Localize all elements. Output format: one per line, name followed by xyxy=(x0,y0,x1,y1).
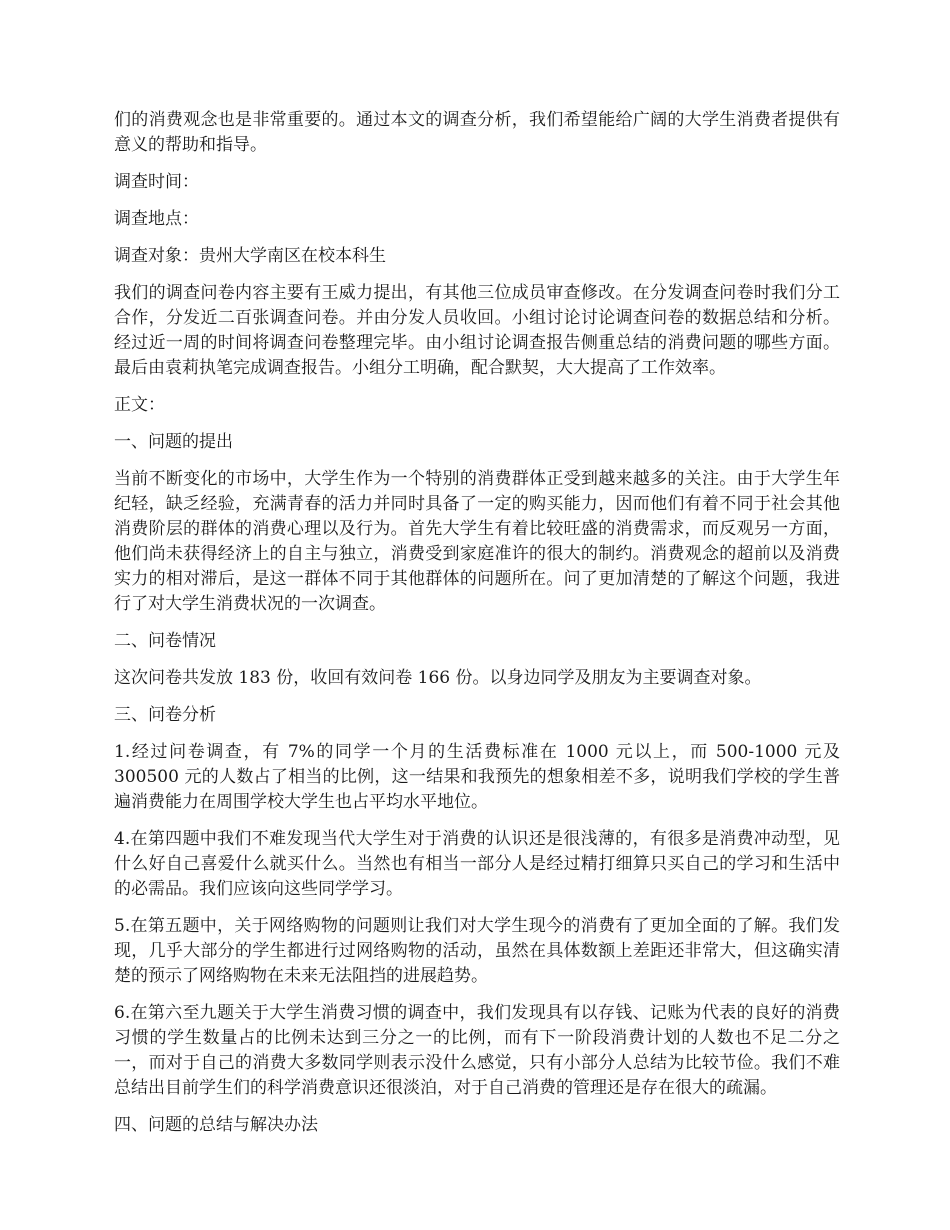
survey-location-label: 调查地点： xyxy=(114,209,199,229)
questionnaire-paragraph: 这次问卷共发放 183 份，收回有效问卷 166 份。以身边同学及朋友为主要调查对象。 xyxy=(114,668,762,688)
analysis-item-4: 4.在第四题中我们不难发现当代大学生对于消费的认识还是很浅薄的，有很多是消费冲动型，见什么好自己喜爱什么就买什么。当然也有相当一部分人是经过精打细算只买自己的学习和生活中的必需品。我们应该向这些同学学习。 xyxy=(114,829,840,899)
section-heading-4: 四、问题的总结与解决办法 xyxy=(114,1115,318,1135)
survey-subject-line: 调查对象：贵州大学南区在校本科生 xyxy=(114,246,386,266)
survey-process-paragraph: 我们的调查问卷内容主要有王威力提出，有其他三位成员审查修改。在分发调查问卷时我们分工合作，分发近二百张调查问卷。并由分发人员收回。小组讨论讨论调查问卷的数据总结和分析。经过近一周的时间将调查问卷整理完毕。由小组讨论调查报告侧重总结的消费问题的哪些方面。最后由袁莉执笔完成调查报告。小组分工明确，配合默契，大大提高了工作效率。 xyxy=(114,283,840,378)
problem-paragraph: 当前不断变化的市场中，大学生作为一个特别的消费群体正受到越来越多的关注。由于大学生年纪轻，缺乏经验，充满青春的活力并同时具备了一定的购买能力，因而他们有着不同于社会其他消费阶层的群体的消费心理以及行为。首先大学生有着比较旺盛的消费需求，而反观另一方面，他们尚未获得经济上的自主与独立，消费受到家庭准许的很大的制约。消费观念的超前以及消费实力的相对滞后，是这一群体不同于其他群体的问题所在。问了更加清楚的了解这个问题，我进行了对大学生消费状况的一次调查。 xyxy=(114,469,840,614)
analysis-item-5: 5.在第五题中，关于网络购物的问题则让我们对大学生现今的消费有了更加全面的了解。我们发现，几乎大部分的学生都进行过网络购物的活动，虽然在具体数额上差距还非常大，但这确实清楚的预示了网络购物在未来无法阻挡的进展趋势。 xyxy=(114,916,840,986)
analysis-item-6: 6.在第六至九题关于大学生消费习惯的调查中，我们发现具有以存钱、记账为代表的良好的消费习惯的学生数量占的比例未达到三分之一的比例，而有下一阶段消费计划的人数也不足二分之一，而对于自己的消费大多数同学则表示没什么感觉，只有小部分人总结为比较节俭。我们不难总结出目前学生们的科学消费意识还很淡泊，对于自己消费的管理还是存在很大的疏漏。 xyxy=(114,1003,840,1098)
intro-paragraph-end: 们的消费观念也是非常重要的。通过本文的调查分析，我们希望能给广阔的大学生消费者提供有意义的帮助和指导。 xyxy=(114,110,840,155)
document-body xyxy=(114,108,840,1150)
body-label: 正文： xyxy=(114,395,165,415)
section-heading-3: 三、问卷分析 xyxy=(114,705,216,725)
section-heading-1: 一、问题的提出 xyxy=(114,432,233,452)
survey-time-label: 调查时间： xyxy=(114,172,199,192)
section-heading-2: 二、问卷情况 xyxy=(114,631,216,651)
analysis-item-1: 1.经过问卷调查，有 7%的同学一个月的生活费标准在 1000 元以上，而 500-1000 元及 300500 元的人数占了相当的比例，这一结果和我预先的想象相差不多，说明我们学校的学生普遍消费能力在周围学校大学生也占平均水平地位。 xyxy=(114,742,840,812)
